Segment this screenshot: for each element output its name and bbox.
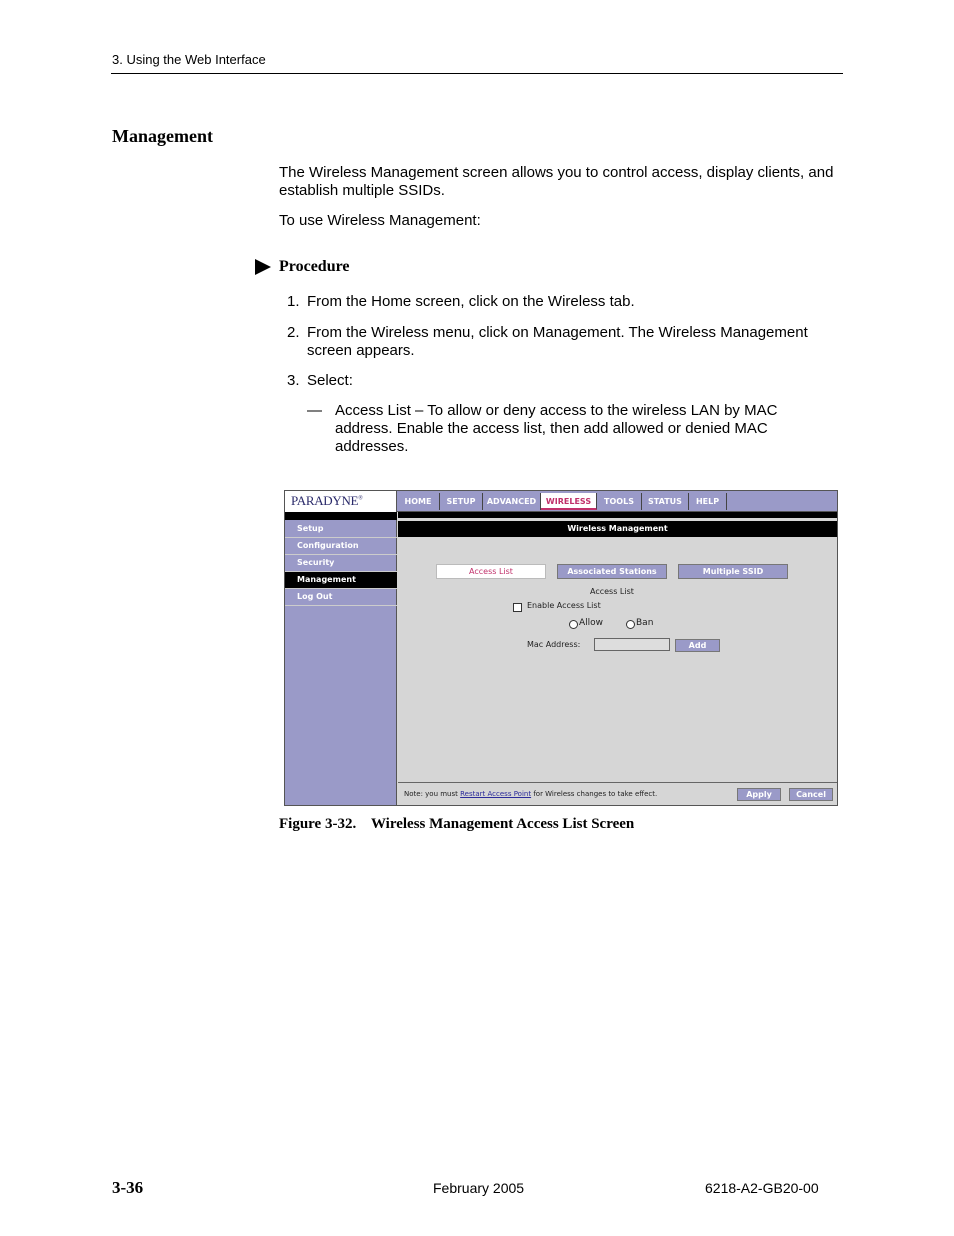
step-number: 3. — [287, 372, 300, 389]
note-suffix: for Wireless changes to take effect. — [531, 790, 658, 798]
main-strip — [398, 512, 837, 518]
intro-lead: To use Wireless Management: — [279, 212, 481, 229]
section-title: Management — [112, 126, 213, 146]
tab-setup[interactable]: SETUP — [440, 493, 483, 510]
logo-text: PARADYNE — [291, 493, 359, 508]
note-prefix: Note: you must — [404, 790, 461, 798]
associated-stations-button[interactable]: Associated Stations — [557, 564, 667, 579]
enable-access-list-checkbox[interactable] — [513, 603, 522, 612]
multiple-ssid-button[interactable]: Multiple SSID — [678, 564, 788, 579]
tab-wireless[interactable]: WIRELESS — [541, 493, 597, 510]
tab-help[interactable]: HELP — [689, 493, 727, 510]
page-number: 3-36 — [112, 1178, 144, 1197]
sidebar-item-management[interactable]: Management — [285, 572, 397, 589]
tab-advanced[interactable]: ADVANCED — [483, 493, 541, 510]
step-text: From the Home screen, click on the Wireless tab. — [307, 293, 635, 310]
figure-caption: Figure 3-32. Wireless Management Access List Screen — [279, 816, 635, 832]
sub-item-dash: — — [307, 402, 322, 419]
step-text: Select: — [307, 372, 353, 389]
intro-paragraph: The Wireless Management screen allows you to control access, display clients, and establish multiple SSIDs. — [279, 164, 834, 199]
sidebar — [285, 512, 397, 805]
procedure-title: Procedure — [279, 258, 350, 275]
sidebar-item-setup[interactable]: Setup — [285, 521, 397, 538]
sidebar-item-security[interactable]: Security — [285, 555, 397, 572]
tab-tools[interactable]: TOOLS — [597, 493, 642, 510]
ban-label: Ban — [636, 618, 654, 628]
restart-access-point-link[interactable]: Restart Access Point — [460, 790, 532, 798]
apply-button[interactable]: Apply — [737, 788, 781, 801]
step-number: 1. — [287, 293, 300, 310]
access-list-label: Access List — [590, 587, 634, 596]
paradyne-logo: PARADYNE® — [285, 491, 397, 512]
access-list-button[interactable]: Access List — [436, 564, 546, 579]
document-number: 6218-A2-GB20-00 — [705, 1180, 819, 1196]
enable-access-list-label: Enable Access List — [527, 601, 601, 610]
main-pane — [398, 512, 837, 805]
sidebar-item-configuration[interactable]: Configuration — [285, 538, 397, 555]
footer-date: February 2005 — [433, 1180, 525, 1196]
ban-radio[interactable] — [626, 620, 635, 629]
note-bar — [398, 782, 837, 805]
allow-label: Allow — [579, 618, 604, 628]
restart-note — [404, 790, 657, 798]
mac-address-label: Mac Address: — [527, 640, 581, 649]
add-button[interactable]: Add — [675, 639, 720, 652]
sub-item-text: Access List – To allow or deny access to the wireless LAN by MAC address. Enable the access list, then add allowed or denied MAC addresses. — [335, 402, 778, 455]
allow-radio[interactable] — [569, 620, 578, 629]
page-title: Wireless Management — [398, 521, 837, 537]
top-nav-bar — [285, 491, 837, 512]
tab-status[interactable]: STATUS — [642, 493, 689, 510]
step-text: From the Wireless menu, click on Management. The Wireless Management screen appears. — [307, 324, 808, 359]
cancel-button[interactable]: Cancel — [789, 788, 833, 801]
tab-home[interactable]: HOME — [397, 493, 440, 510]
sidebar-strip — [285, 512, 397, 520]
mac-address-input[interactable] — [594, 638, 670, 651]
step-number: 2. — [287, 324, 300, 341]
running-header: 3. Using the Web Interface — [112, 52, 266, 67]
sidebar-item-log-out[interactable]: Log Out — [285, 589, 397, 606]
header-rule — [111, 73, 843, 74]
procedure-arrow-icon — [255, 259, 271, 275]
wireless-management-screenshot — [284, 490, 838, 806]
